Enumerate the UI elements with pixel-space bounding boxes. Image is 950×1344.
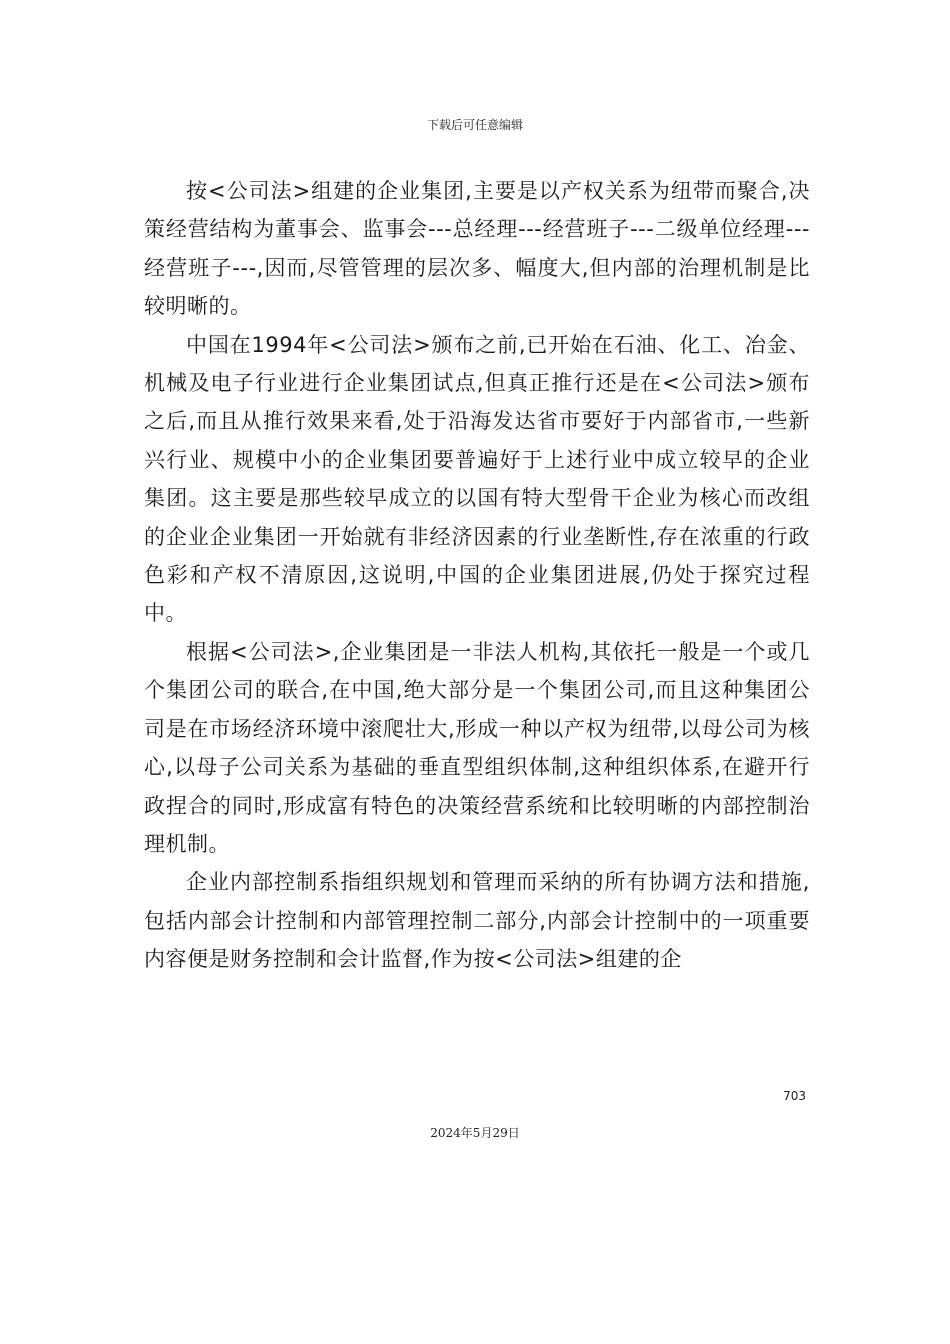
footer-date: 2024年5月29日 [430, 1126, 520, 1140]
paragraph-2: 中国在1994年<公司法>颁布之前,已开始在石油、化工、冶金、机械及电子行业进行企业集团试点,但真正推行还是在<公司法>颁布之后,而且从推行效果来看,处于沿海发达省市要好于内部省市,一些新兴行业、规模中小的企业集团要普遍好于上述行业中成立较早的企业集团。这主要是那些较早成立的以国有特大型骨干企业为核心而改组的企业企业集团一开始就有非经济因素的行业垄断性,存在浓重的行政色彩和产权不清原因,这说明,中国的企业集团进展,仍处于探究过程中。 [144, 332, 810, 626]
paragraph-4: 企业内部控制系指组织规划和管理而采纳的所有协调方法和措施,包括内部会计控制和内部管理控制二部分,内部会计控制中的一项重要内容便是财务控制和会计监督,作为按<公司法>组建的企 [144, 870, 810, 972]
page-number: 703 [783, 1089, 806, 1103]
document-body [144, 172, 810, 979]
paragraph-3: 根据<公司法>,企业集团是一非法人机构,其依托一般是一个或几个集团公司的联合,在中国,绝大部分是一个集团公司,而且这种集团公司是在市场经济环境中滚爬壮大,形成一种以产权为纽带,以母公司为核心,以母子公司关系为基础的垂直型组织体制,这种组织体系,在避开行政捏合的同时,形成富有特色的决策经营系统和比较明晰的内部控制治理机制。 [144, 639, 810, 856]
paragraph-1: 按<公司法>组建的企业集团,主要是以产权关系为纽带而聚合,决策经营结构为董事会、监事会---总经理---经营班子---二级单位经理---经营班子---,因而,尽管管理的层次多、幅度大,但内部的治理机制是比较明晰的。 [144, 179, 810, 319]
page-header: 下载后可任意编辑 [426, 118, 523, 132]
